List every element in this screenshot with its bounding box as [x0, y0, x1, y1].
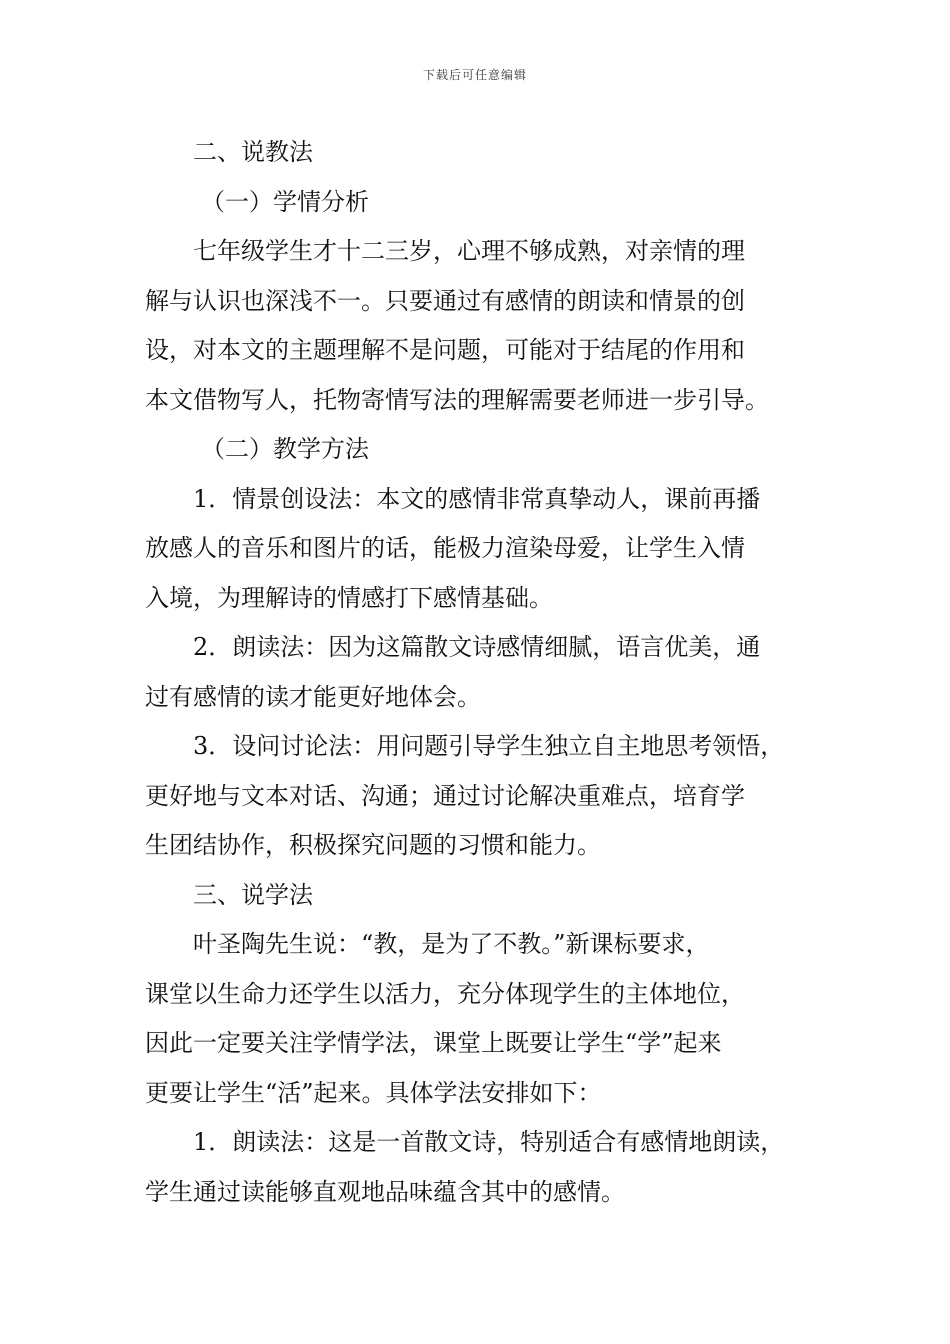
section-heading: 三、说学法 [193, 880, 313, 909]
paragraph-line: 七年级学生才十二三岁，心理不够成熟，对亲情的理 [193, 237, 745, 265]
list-item-line: 3．设问讨论法：用问题引导学生独立自主地思考领悟， [193, 732, 785, 760]
list-item-line: 入境，为理解诗的情感打下感情基础。 [145, 583, 553, 612]
list-item-line: 1．朗读法：这是一首散文诗，特别适合有感情地朗读， [193, 1128, 785, 1156]
paragraph-line: 因此一定要关注学情学法，课堂上既要让学生“学”起来 [145, 1029, 722, 1057]
header-note: 下载后可任意编辑 [422, 68, 527, 82]
paragraph-line: 本文借物写人，托物寄情写法的理解需要老师进一步引导。 [145, 385, 769, 414]
list-item-line: 过有感情的读才能更好地体会。 [145, 682, 481, 711]
subsection-heading: （一）学情分析 [201, 187, 369, 216]
paragraph-line: 叶圣陶先生说：“教，是为了不教。”新课标要求， [193, 930, 710, 958]
list-item-line: 放感人的音乐和图片的话，能极力渲染母爱，让学生入情 [145, 534, 745, 562]
paragraph-line: 更要让学生“活”起来。具体学法安排如下： [145, 1078, 602, 1107]
list-item-line: 学生通过读能够直观地品味蕴含其中的感情。 [145, 1177, 625, 1206]
subsection-heading: （二）教学方法 [201, 435, 369, 463]
paragraph-line: 设，对本文的主题理解不是问题，可能对于结尾的作用和 [145, 336, 745, 364]
paragraph-line: 解与认识也深浅不一。只要通过有感情的朗读和情景的创 [145, 286, 745, 315]
list-item-line: 1．情景创设法：本文的感情非常真挚动人，课前再播 [193, 484, 761, 513]
list-item-line: 更好地与文本对话、沟通；通过讨论解决重难点，培育学 [145, 781, 745, 810]
paragraph-line: 课堂以生命力还学生以活力，充分体现学生的主体地位， [145, 979, 745, 1008]
list-item-line: 2．朗读法：因为这篇散文诗感情细腻，语言优美，通 [193, 633, 761, 661]
section-heading: 二、说教法 [193, 138, 313, 166]
list-item-line: 生团结协作，积极探究问题的习惯和能力。 [145, 831, 601, 859]
document-body [145, 128, 815, 1217]
